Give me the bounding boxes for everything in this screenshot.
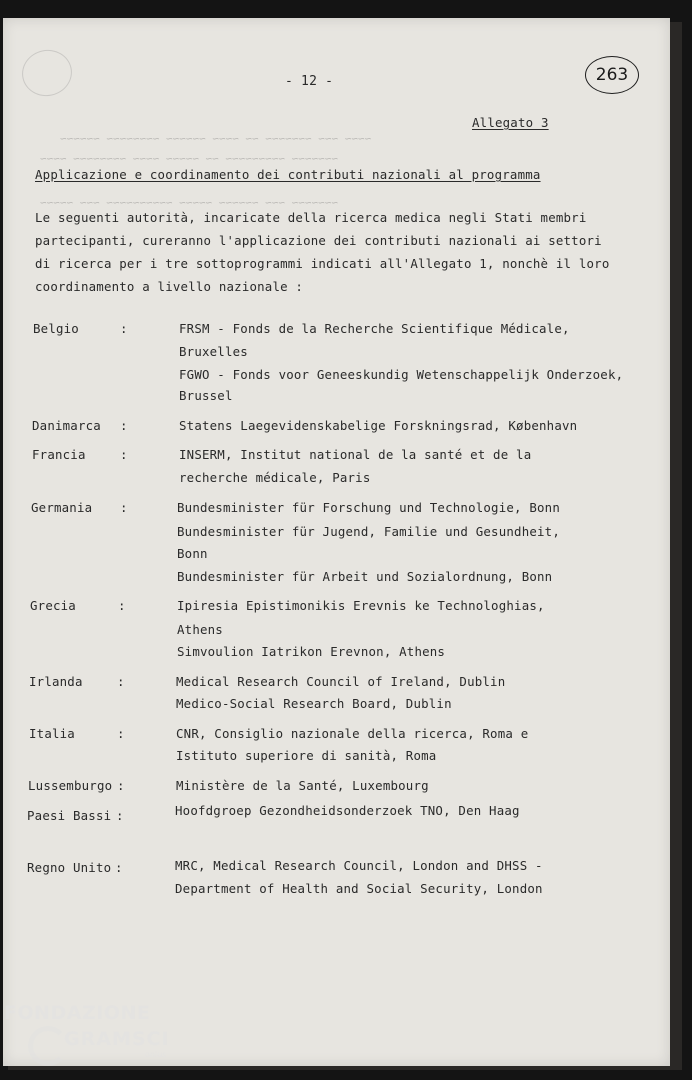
country-label: Francia [32,447,86,462]
annex-label: Allegato 3 [472,115,549,130]
country-label: Irlanda [29,674,83,689]
authority-line: recherche médicale, Paris [179,470,371,485]
authority-line: Medico-Social Research Board, Dublin [176,696,452,711]
authority-line: FRSM - Fonds de la Recherche Scientifique Médicale, [179,321,570,336]
watermark-suffix: onlus [145,1050,167,1059]
country-label: Danimarca [32,418,101,433]
authority-line: Department of Health and Social Security, London [175,881,543,896]
authority-line: Medical Research Council of Ireland, Dublin [176,674,506,689]
folio-number-stamp [585,56,639,94]
authority-line: Bundesminister für Forschung und Technologie, Bonn [177,500,560,515]
authority-line: Ministère de la Santé, Luxembourg [176,778,429,793]
authority-line: INSERM, Institut national de la santé et de la [179,447,532,462]
intro-line: coordinamento a livello nazionale : [35,279,304,294]
separator: : [118,598,126,613]
country-label: Germania [31,500,93,515]
authority-line: Istituto superiore di sanità, Roma [176,748,437,763]
separator: : [120,500,128,515]
watermark-line [24,1028,170,1050]
watermark-text: GRAMSCI [64,1028,170,1050]
country-label: Belgio [33,321,79,336]
separator: : [120,321,128,336]
country-label: Regno Unito [27,860,112,875]
country-label: Paesi Bassi [27,808,112,823]
authority-line: Bruxelles [179,344,248,359]
intro-line: Le seguenti autorità, incaricate della ricerca medica negli Stati membri [35,210,587,225]
separator: : [117,674,125,689]
separator: : [115,860,123,875]
bleed-through: ~~~~ ~~~ ~~~~~~~ ~~ ~~~~ ~~~~~~ ~~~~~~~~ ~~~~~~ [60,132,372,145]
country-label: Italia [29,726,75,741]
folio-number: 263 [595,65,629,85]
authority-line: Athens [177,622,223,637]
watermark-line: FONDAZIONE [4,1002,151,1024]
authority-line: MRC, Medical Research Council, London and DHSS - [175,858,543,873]
authority-line: Bonn [177,546,208,561]
intro-line: partecipanti, cureranno l'applicazione dei contributi nazionali ai settori [35,233,602,248]
separator: : [116,808,124,823]
authority-line: Bundesminister für Arbeit und Sozialordnung, Bonn [177,569,553,584]
bleed-through: ~~~~~~~ ~~~ ~~~~~~ ~~~~~ ~~~~~~~~~~ ~~~ ~~~~~ [40,196,339,209]
separator: : [120,447,128,462]
section-title: Applicazione e coordinamento dei contributi nazionali al programma [35,167,541,182]
country-label: Grecia [30,598,76,613]
bleed-through: ~~~~~~~ ~~~~~~~~~ ~~ ~~~~~ ~~~~ ~~~~~~~~ ~~~~ [40,152,339,165]
authority-line: Statens Laegevidenskabelige Forskningsrad, København [179,418,578,433]
authority-line: Hoofdgroep Gezondheidsonderzoek TNO, Den Haag [175,803,520,818]
country-label: Lussemburgo [28,778,113,793]
page-number: - 12 - [285,74,334,89]
separator: : [117,726,125,741]
authority-line: Ipiresia Epistimonikis Erevnis ke Technologhias, [177,598,545,613]
authority-line: CNR, Consiglio nazionale della ricerca, Roma e [176,726,529,741]
authority-line: Brussel [179,388,233,403]
intro-line: di ricerca per i tre sottoprogrammi indicati all'Allegato 1, nonchè il loro [35,256,610,271]
authority-line: Bundesminister für Jugend, Familie und Gesundheit, [177,524,560,539]
separator: : [117,778,125,793]
authority-line: FGWO - Fonds voor Geneeskundig Wetenschappelijk Onderzoek, [179,367,624,382]
authority-line: Simvoulion Iatrikon Erevnon, Athens [177,644,446,659]
separator: : [120,418,128,433]
